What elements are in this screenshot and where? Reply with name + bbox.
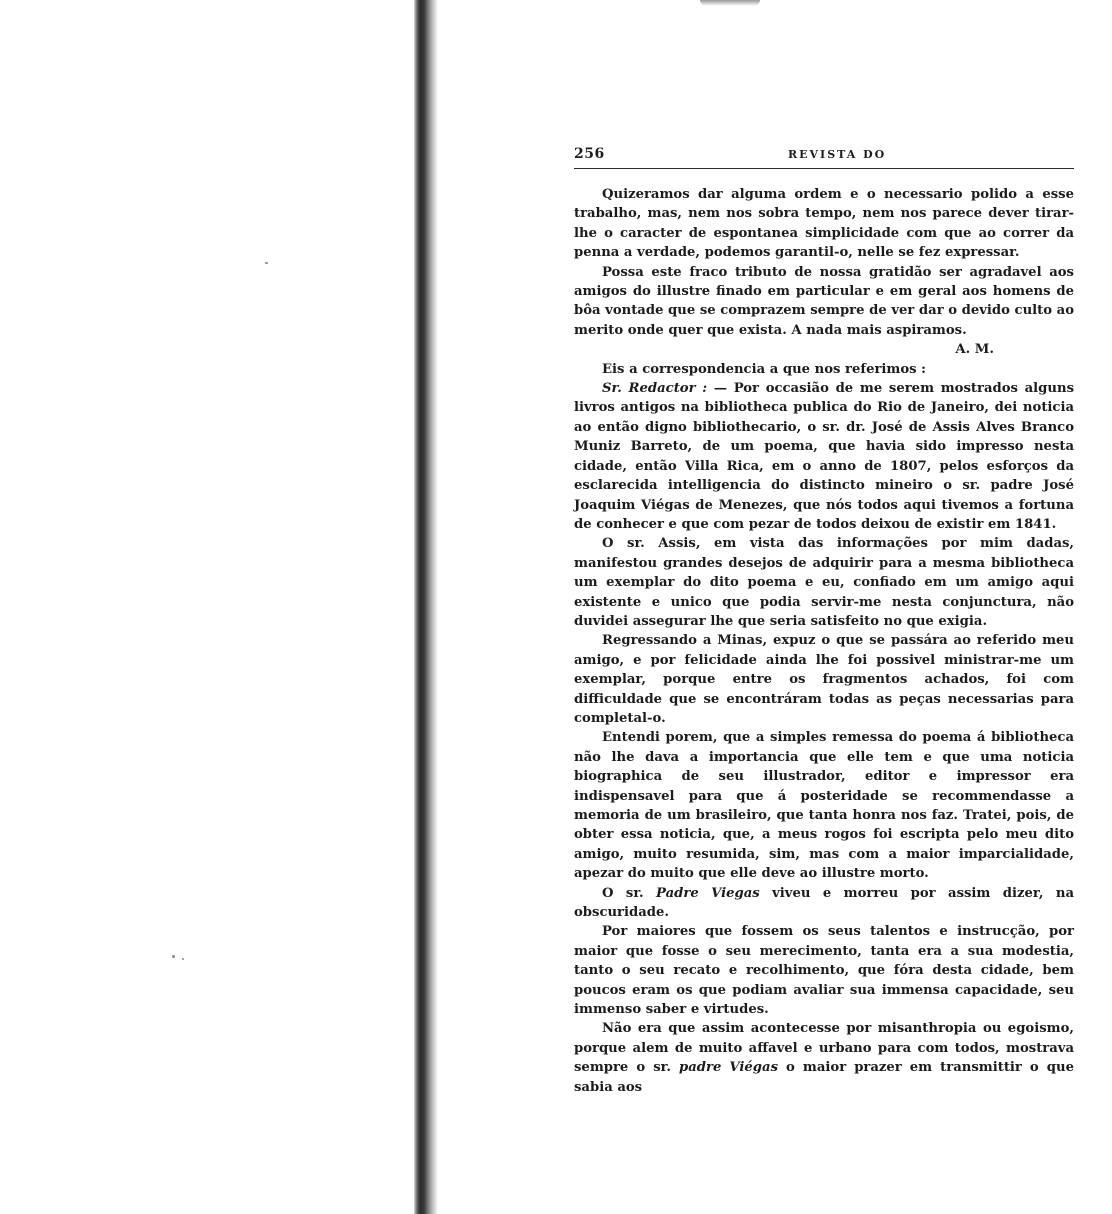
book-gutter xyxy=(414,0,438,1214)
running-head: REVISTA DO xyxy=(788,148,887,161)
right-page xyxy=(574,146,1074,1097)
letter-paragraph: O sr. Assis, em vista das informações por mim dadas, manifestou grandes desejos de adquirir para a mesma bibliotheca um exemplar do dito poema e eu, confiado em um amigo aqui existente e unico que podia servir-me nesta conjunctura, não duvidei assegurar lhe que seria satisfeito no que exigia. xyxy=(574,536,1074,629)
paragraph: Quizeramos dar alguma ordem e o necessario polido a esse trabalho, mas, nem nos sobra tempo, nem nos parece dever tirar-lhe o caracter de espontanea simplicidade com que ao correr da penna a verdade, podemos garantil-o, nelle se fez expressar. xyxy=(574,187,1074,261)
intro-line: Eis a correspondencia a que nos referimos : xyxy=(602,361,927,377)
letter-opening xyxy=(574,379,1074,534)
padre-name: padre Viégas xyxy=(679,1060,778,1076)
page-edge xyxy=(1106,0,1112,1214)
page-number: 256 xyxy=(574,146,605,162)
paragraph: Possa este fraco tributo de nossa gratidão ser agradavel aos amigos do illustre finado em particular e em geral aos homens de bôa vontade que se comprazem sempre de ver dar o devido culto ao merito onde quer que exista. A nada mais aspiramos. xyxy=(574,264,1074,338)
letter-paragraph xyxy=(574,1019,1074,1097)
letter-paragraph: Por maiores que fossem os seus talentos e instrucção, por maior que fosse o seu merecimento, tanta era a sua modestia, tanto o seu recato e recolhimento, que fóra desta cidade, bem poucos eram os que podiam avaliar sua immensa capacidade, seu immenso saber e virtudes. xyxy=(574,924,1074,1018)
left-blank-page xyxy=(0,0,418,1214)
salutation: Sr. Redactor : xyxy=(602,381,708,397)
paper-speck xyxy=(182,958,184,960)
letter-paragraph xyxy=(574,884,1074,923)
letter-paragraph-text: — Por occasião de me serem mostrados alguns livros antigos na bibliotheca publica do Rio de Janeiro, dei noticia ao então digno bibliothecario, o sr. dr. José de Assis Alves Branco Muniz Barreto, de um poema, que havia sido impresso nesta cidade, então Villa Rica, em o anno de 1807, pelos esforços da esclarecida intelligencia do distincto mineiro o sr. padre José Joaquim Viégas de Menezes, que nós todos aqui tivemos a fortuna de conhecer e que com pezar de todos deixou de existir em 1841. xyxy=(574,381,1075,532)
text-run: o maior prazer em transmittir o que sabia aos xyxy=(574,1060,1074,1095)
letter-paragraph: Regressando a Minas, expuz o que se passára ao referido meu amigo, e por felicidade ainda lhe foi possivel ministrar-me um exemplar, porque entre os fragmentos achados, foi com difficuldade que se encontráram todas as peças necessarias para completal-o. xyxy=(574,633,1074,726)
text-run: viveu e morreu por assim dizer, na obscuridade. xyxy=(574,885,1075,921)
scan-smudge xyxy=(700,0,760,6)
paper-speck xyxy=(265,262,268,264)
signature: A. M. xyxy=(955,342,994,358)
letter-paragraph: Entendi porem, que a simples remessa do poema á bibliotheca não lhe dava a importancia que elle tem e que uma noticia biographica de seu illustrador, editor e impressor era indispensavel para que á posteridade se recommendasse a memoria de um brasileiro, que tanta honra nos faz. Tratei, pois, de obter essa noticia, que, a meus rogos foi escripta pelo meu dito amigo, muito resumida, sim, mas com a maior imparcialidade, apezar do muito que elle deve ao illustre morto. xyxy=(574,730,1074,882)
text-run: Não era que assim acontecesse por misanthropia ou egoismo, porque alem de muito affavel e urbano para com todos, mostrava sempre o sr. xyxy=(574,1021,1074,1076)
paper-speck xyxy=(172,955,175,958)
text-run: O sr. xyxy=(602,885,657,901)
padre-name: Padre Viegas xyxy=(656,885,760,901)
page-header xyxy=(574,146,1074,169)
body-text xyxy=(574,185,1074,1097)
